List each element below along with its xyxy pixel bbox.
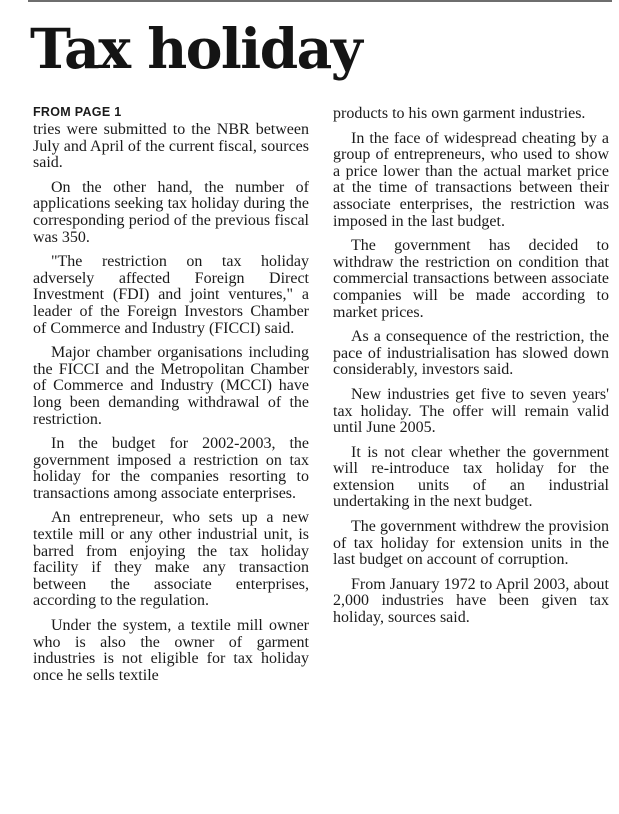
article-paragraph: Under the system, a textile mill owner who is also the owner of garment industries is not eligible for tax holiday once he sells textile bbox=[33, 617, 309, 684]
dateline: FROM PAGE 1 bbox=[33, 105, 122, 119]
article-column-left bbox=[33, 104, 309, 692]
article-paragraph: Major chamber organisations including the FICCI and the Metropolitan Chamber of Commerce and Industry (MCCI) have long been demanding withdrawal of the restriction. bbox=[33, 344, 309, 428]
article-paragraph: As a consequence of the restriction, the pace of industrialisation has slowed down considerably, investors said. bbox=[333, 328, 609, 379]
headline: Tax holiday bbox=[30, 16, 362, 81]
article-paragraph: "The restriction on tax holiday adversely affected Foreign Direct Investment (FDI) and joint ventures," a leader of the Foreign Investors Chamber of Commerce and Industry (FICCI) said. bbox=[33, 253, 309, 337]
top-rule bbox=[28, 0, 612, 2]
article-paragraph: On the other hand, the number of applications seeking tax holiday during the corresponding period of the previous fiscal was 350. bbox=[33, 178, 309, 246]
article-paragraph: In the budget for 2002-2003, the government imposed a restriction on tax holiday for the companies resorting to transactions among associate enterprises. bbox=[33, 435, 309, 502]
article-paragraph: The government withdrew the provision of tax holiday for extension units in the last budget on account of corruption. bbox=[333, 518, 609, 569]
article-paragraph: tries were submitted to the NBR between July and April of the current fiscal, sources said. bbox=[33, 121, 309, 172]
article-paragraph: It is not clear whether the government will re-introduce tax holiday for the extension units of an industrial undertaking in the next budget. bbox=[333, 443, 609, 511]
article-paragraph: In the face of widespread cheating by a group of entrepreneurs, who used to show a price lower than the actual market price at the time of transactions between their associate enterprises, the restriction was imposed in the last budget. bbox=[333, 129, 609, 230]
article-paragraph: The government has decided to withdraw the restriction on condition that commercial transactions between associate companies will be made according to market prices. bbox=[333, 237, 609, 321]
article-paragraph: From January 1972 to April 2003, about 2,000 industries have been given tax holiday, sources said. bbox=[333, 575, 609, 627]
article-paragraph: products to his own garment industries. bbox=[333, 105, 586, 122]
article-paragraph: New industries get five to seven years' tax holiday. The offer will remain valid until June 2005. bbox=[333, 385, 609, 437]
article-column-right bbox=[333, 106, 609, 635]
article-paragraph: An entrepreneur, who sets up a new textile mill or any other industrial unit, is barred from enjoying the tax holiday facility if they make any transaction between the associate enterprises, according to the regulation. bbox=[33, 509, 309, 610]
